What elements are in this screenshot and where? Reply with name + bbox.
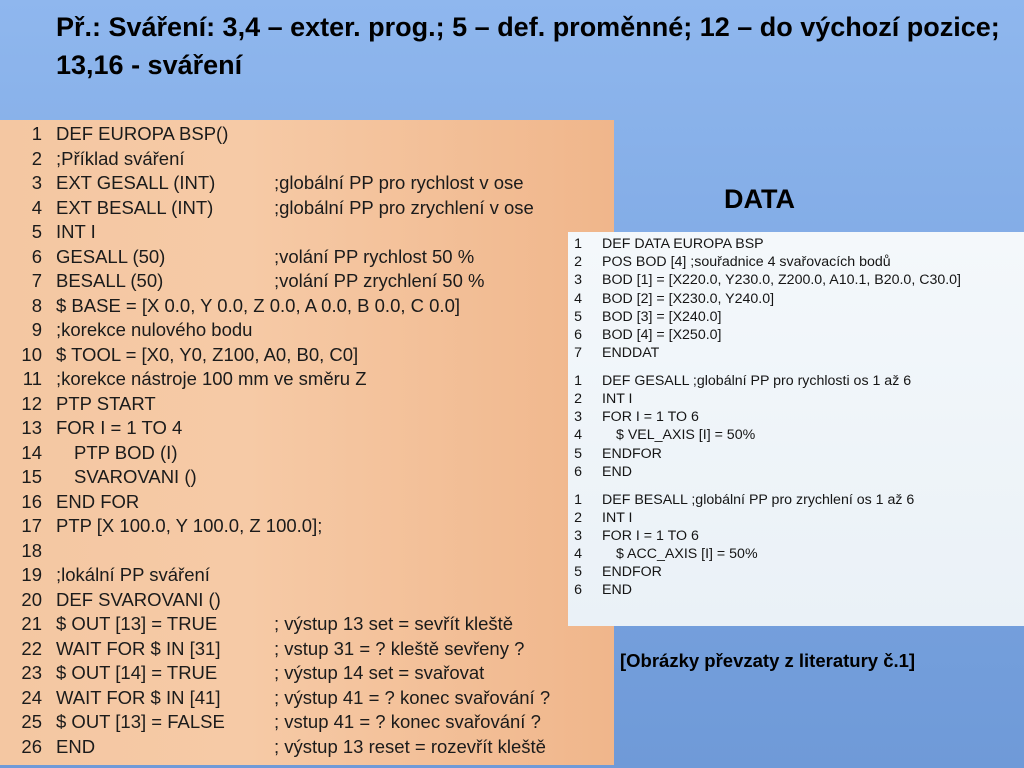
line-number: 6 bbox=[574, 582, 582, 599]
data-code-line bbox=[568, 271, 1024, 289]
data-code-line bbox=[568, 490, 1024, 508]
code-text: INT I bbox=[602, 509, 633, 526]
line-number: 25 bbox=[21, 711, 42, 733]
line-number: 1 bbox=[574, 236, 582, 253]
code-text: EXT BESALL (INT) bbox=[56, 196, 214, 218]
code-text: INT I bbox=[56, 221, 96, 243]
data-code-line bbox=[568, 545, 1024, 563]
code-text: EXT GESALL (INT) bbox=[56, 172, 216, 194]
data-code-line bbox=[568, 563, 1024, 581]
code-text: $ OUT [14] = TRUE bbox=[56, 662, 218, 684]
code-text: $ ACC_AXIS [I] = 50% bbox=[616, 546, 758, 563]
line-number: 18 bbox=[21, 539, 42, 561]
line-number: 4 bbox=[574, 290, 582, 307]
code-text: PTP START bbox=[56, 392, 156, 414]
code-text: DEF SVAROVANI () bbox=[56, 588, 221, 610]
code-line bbox=[0, 416, 614, 444]
data-code-line bbox=[568, 290, 1024, 308]
code-line bbox=[0, 710, 614, 735]
code-comment: ;globální PP pro rychlost v ose bbox=[274, 172, 524, 194]
line-number: 20 bbox=[21, 588, 42, 610]
data-code-line bbox=[568, 581, 1024, 599]
line-number: 7 bbox=[31, 270, 42, 292]
code-text: ;korekce nulového bodu bbox=[56, 319, 253, 341]
code-text: ENDFOR bbox=[602, 445, 662, 462]
code-text: ENDDAT bbox=[602, 345, 660, 362]
code-text: WAIT FOR $ IN [31] bbox=[56, 637, 221, 659]
line-number: 22 bbox=[21, 637, 42, 659]
code-comment: ;volání PP zrychlení 50 % bbox=[274, 270, 485, 292]
line-number: 12 bbox=[21, 392, 42, 414]
code-text: PTP BOD (I) bbox=[74, 441, 178, 463]
code-line bbox=[0, 465, 614, 490]
code-text: ;Příklad sváření bbox=[56, 147, 185, 169]
data-code-line bbox=[568, 509, 1024, 527]
code-line bbox=[0, 686, 614, 711]
code-text: DEF BESALL ;globální PP pro zrychlení os 1 až 6 bbox=[602, 491, 915, 508]
line-number: 7 bbox=[574, 345, 582, 362]
code-line bbox=[0, 318, 614, 343]
line-number: 6 bbox=[574, 327, 582, 344]
main-program-listing bbox=[0, 120, 614, 765]
data-code-line bbox=[568, 426, 1024, 444]
line-number: 15 bbox=[21, 466, 42, 488]
line-number: 23 bbox=[21, 662, 42, 684]
code-line bbox=[0, 441, 614, 466]
code-line bbox=[0, 367, 614, 392]
line-number: 11 bbox=[22, 368, 42, 390]
code-line bbox=[0, 269, 614, 294]
code-text: END bbox=[602, 582, 632, 599]
line-number: 3 bbox=[574, 527, 582, 544]
data-code-line bbox=[568, 253, 1024, 271]
line-number: 26 bbox=[21, 735, 42, 757]
code-text: FOR I = 1 TO 4 bbox=[56, 417, 183, 439]
line-number: 2 bbox=[574, 509, 582, 526]
code-text: DEF EUROPA BSP() bbox=[56, 123, 229, 145]
line-number: 5 bbox=[574, 308, 582, 325]
code-text: FOR I = 1 TO 6 bbox=[602, 409, 699, 426]
data-listing-panel bbox=[568, 232, 1024, 626]
line-number: 3 bbox=[574, 272, 582, 289]
code-line bbox=[0, 122, 614, 147]
line-number: 13 bbox=[21, 417, 42, 439]
code-text: $ TOOL = [X0, Y0, Z100, A0, B0, C0] bbox=[56, 343, 359, 365]
code-line bbox=[0, 392, 614, 417]
code-text: $ BASE = [X 0.0, Y 0.0, Z 0.0, A 0.0, B 0.0, C 0.0] bbox=[56, 294, 461, 316]
code-line bbox=[0, 563, 614, 588]
code-line bbox=[0, 661, 614, 686]
line-number: 1 bbox=[574, 491, 582, 508]
data-code-line bbox=[568, 344, 1024, 362]
code-line bbox=[0, 294, 614, 319]
code-text: END FOR bbox=[56, 490, 140, 512]
code-text: BOD [2] = [X230.0, Y240.0] bbox=[602, 290, 775, 307]
code-text: END bbox=[56, 735, 96, 757]
line-number: 2 bbox=[574, 254, 582, 271]
line-number: 5 bbox=[574, 445, 582, 462]
line-number: 9 bbox=[31, 319, 42, 341]
code-line bbox=[0, 245, 614, 270]
line-number: 6 bbox=[574, 463, 582, 480]
code-text: ;korekce nástroje 100 mm ve směru Z bbox=[56, 368, 367, 390]
line-number: 2 bbox=[574, 391, 582, 408]
line-number: 19 bbox=[21, 564, 42, 586]
code-text: ENDFOR bbox=[602, 564, 662, 581]
code-line bbox=[0, 539, 614, 564]
line-number: 10 bbox=[21, 343, 42, 365]
line-number: 17 bbox=[21, 515, 42, 537]
code-line bbox=[0, 637, 614, 662]
code-text: INT I bbox=[602, 391, 633, 408]
code-line bbox=[0, 147, 614, 172]
line-number: 5 bbox=[574, 564, 582, 581]
data-code-line bbox=[568, 390, 1024, 408]
data-code-line bbox=[568, 308, 1024, 326]
code-text: BOD [1] = [X220.0, Y230.0, Z200.0, A10.1, B20.0, C30.0] bbox=[602, 272, 962, 289]
code-comment: ; vstup 41 = ? konec svařování ? bbox=[274, 711, 541, 733]
code-comment: ;globální PP pro zrychlení v ose bbox=[274, 196, 534, 218]
line-number: 24 bbox=[21, 686, 42, 708]
code-text: BOD [4] = [X250.0] bbox=[602, 327, 722, 344]
code-line bbox=[0, 343, 614, 368]
code-comment: ; výstup 13 reset = rozevřít kleště bbox=[274, 735, 546, 757]
line-number: 6 bbox=[31, 245, 42, 267]
code-text: WAIT FOR $ IN [41] bbox=[56, 686, 221, 708]
line-number: 3 bbox=[31, 172, 42, 194]
line-number: 8 bbox=[31, 294, 42, 316]
data-code-line bbox=[568, 527, 1024, 545]
line-number: 4 bbox=[574, 546, 582, 563]
line-number: 3 bbox=[574, 409, 582, 426]
data-code-line bbox=[568, 408, 1024, 426]
code-text: SVAROVANI () bbox=[74, 466, 197, 488]
data-code-line bbox=[568, 326, 1024, 344]
data-code-line bbox=[568, 463, 1024, 481]
code-line bbox=[0, 196, 614, 221]
line-number: 1 bbox=[31, 123, 42, 145]
code-line bbox=[0, 490, 614, 515]
code-comment: ; výstup 41 = ? konec svařování ? bbox=[274, 686, 551, 708]
code-line bbox=[0, 612, 614, 637]
source-credit: [Obrázky převzaty z literatury č.1] bbox=[620, 650, 916, 671]
line-number: 4 bbox=[31, 196, 42, 218]
line-number: 21 bbox=[21, 613, 42, 635]
block-gap bbox=[568, 481, 1024, 491]
code-comment: ; výstup 14 set = svařovat bbox=[274, 662, 485, 684]
data-code-line bbox=[568, 372, 1024, 390]
line-number: 14 bbox=[21, 441, 42, 463]
code-text: PTP [X 100.0, Y 100.0, Z 100.0]; bbox=[56, 515, 323, 537]
line-number: 5 bbox=[31, 221, 42, 243]
line-number: 1 bbox=[574, 372, 582, 389]
block-gap bbox=[568, 362, 1024, 372]
code-comment: ; výstup 13 set = sevřít kleště bbox=[274, 613, 514, 635]
line-number: 16 bbox=[21, 490, 42, 512]
code-text: POS BOD [4] ;souřadnice 4 svařovacích bodů bbox=[602, 254, 891, 271]
code-line bbox=[0, 220, 614, 245]
code-text: DEF DATA EUROPA BSP bbox=[602, 236, 764, 253]
code-text: FOR I = 1 TO 6 bbox=[602, 527, 699, 544]
data-code-line bbox=[568, 445, 1024, 463]
data-code-line bbox=[568, 235, 1024, 253]
line-number: 4 bbox=[574, 427, 582, 444]
code-text: $ OUT [13] = TRUE bbox=[56, 613, 218, 635]
data-label: DATA bbox=[724, 184, 795, 214]
code-text: $ OUT [13] = FALSE bbox=[56, 711, 225, 733]
slide-title: Př.: Sváření: 3,4 – exter. prog.; 5 – def. proměnné; 12 – do výchozí pozice; 13,16 - sváření bbox=[56, 12, 1000, 80]
code-text: END bbox=[602, 463, 632, 480]
code-text: GESALL (50) bbox=[56, 245, 166, 267]
code-text: BESALL (50) bbox=[56, 270, 164, 292]
code-comment: ;volání PP rychlost 50 % bbox=[274, 245, 475, 267]
code-line bbox=[0, 171, 614, 196]
code-line bbox=[0, 735, 614, 760]
code-text: DEF GESALL ;globální PP pro rychlosti os 1 až 6 bbox=[602, 372, 912, 389]
code-text: ;lokální PP sváření bbox=[56, 564, 210, 586]
code-comment: ; vstup 31 = ? kleště sevřeny ? bbox=[274, 637, 525, 659]
code-line bbox=[0, 514, 614, 539]
code-text: $ VEL_AXIS [I] = 50% bbox=[616, 427, 756, 444]
code-text: BOD [3] = [X240.0] bbox=[602, 308, 722, 325]
code-line bbox=[0, 588, 614, 613]
line-number: 2 bbox=[31, 147, 42, 169]
